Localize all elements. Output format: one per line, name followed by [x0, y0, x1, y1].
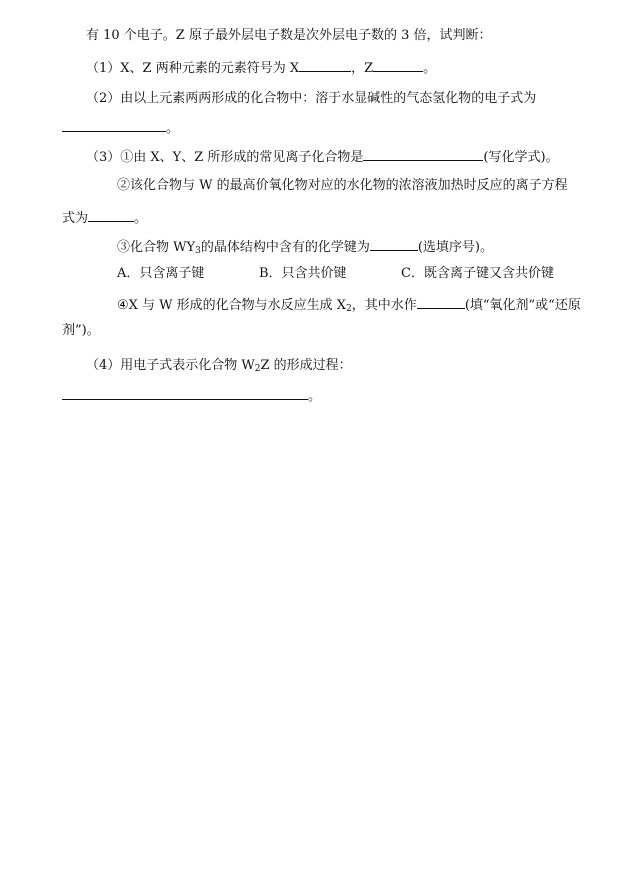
question-2-answer — [62, 117, 179, 138]
question-3-part-4-cont — [62, 322, 100, 340]
q3-2-end: 。 — [134, 211, 148, 226]
q1-blank-x[interactable] — [299, 57, 351, 72]
q3-4-text-c: (填“氧化剂”或“还原 — [464, 298, 581, 313]
q2-text: （2）由以上元素两两形成的化合物中：溶于水显碱性的气态氢化物的电子式为 — [86, 91, 537, 106]
q3-4-text: ④X 与 W 形成的化合物与水反应生成 X — [117, 298, 347, 313]
option-c — [401, 265, 554, 283]
option-a — [117, 265, 204, 283]
q3-1-end: (写化学式)。 — [483, 150, 559, 165]
q3-3-blank[interactable] — [370, 236, 418, 251]
question-3-part-2 — [117, 177, 568, 195]
q3-4-sub: 2 — [346, 304, 352, 314]
q1-end: 。 — [423, 61, 437, 76]
option-b — [259, 265, 347, 283]
q2-blank[interactable] — [62, 117, 166, 132]
option-c-label: C．既含离子键又含共价键 — [401, 266, 554, 281]
text-line-1 — [86, 27, 492, 45]
question-4 — [86, 357, 352, 375]
q2-end: 。 — [166, 121, 180, 136]
q1-text: （1）X、Z 两种元素的元素符号为 X — [86, 61, 300, 76]
question-3-part-2-cont — [62, 207, 147, 228]
q3-3-sub: 3 — [195, 246, 201, 256]
question-4-answer — [62, 385, 321, 406]
question-3-part-3 — [117, 236, 493, 257]
q3-3-text: ③化合物 WY — [117, 240, 196, 255]
q4-text-b: Z 的形成过程： — [260, 358, 352, 373]
question-2 — [86, 90, 536, 108]
q4-blank[interactable] — [62, 385, 308, 400]
question-3-part-4 — [117, 294, 581, 315]
q3-4-blank[interactable] — [417, 294, 465, 309]
q3-4-text-b: ，其中水作 — [351, 298, 417, 313]
intro-text: 有 10 个电子。Z 原子最外层电子数是次外层电子数的 3 倍，试判断： — [86, 28, 492, 43]
q1-text-z: ，Z — [351, 61, 374, 76]
q3-1-text: （3）①由 X、Y、Z 所形成的常见离子化合物是 — [86, 150, 364, 165]
q3-2-cont: 式为 — [62, 211, 89, 226]
question-3-part-1 — [86, 146, 559, 167]
option-a-label: A．只含离子键 — [117, 266, 205, 281]
q3-2-text: ②该化合物与 W 的最高价氧化物对应的水化物的浓溶液加热时反应的离子方程 — [117, 178, 568, 193]
q4-sub: 2 — [254, 364, 261, 374]
question-1 — [86, 57, 436, 78]
q1-blank-z[interactable] — [373, 57, 423, 72]
q3-2-blank[interactable] — [88, 207, 134, 222]
q3-3-end: (选填序号)。 — [417, 240, 493, 255]
q3-1-blank[interactable] — [363, 146, 483, 161]
option-b-label: B．只含共价键 — [259, 266, 347, 281]
q4-text: （4）用电子式表示化合物 W — [86, 358, 255, 373]
q4-end: 。 — [308, 389, 322, 404]
q3-4-cont: 剂”)。 — [62, 323, 100, 338]
q3-3-text-b: 的晶体结构中含有的化学键为 — [200, 240, 370, 255]
